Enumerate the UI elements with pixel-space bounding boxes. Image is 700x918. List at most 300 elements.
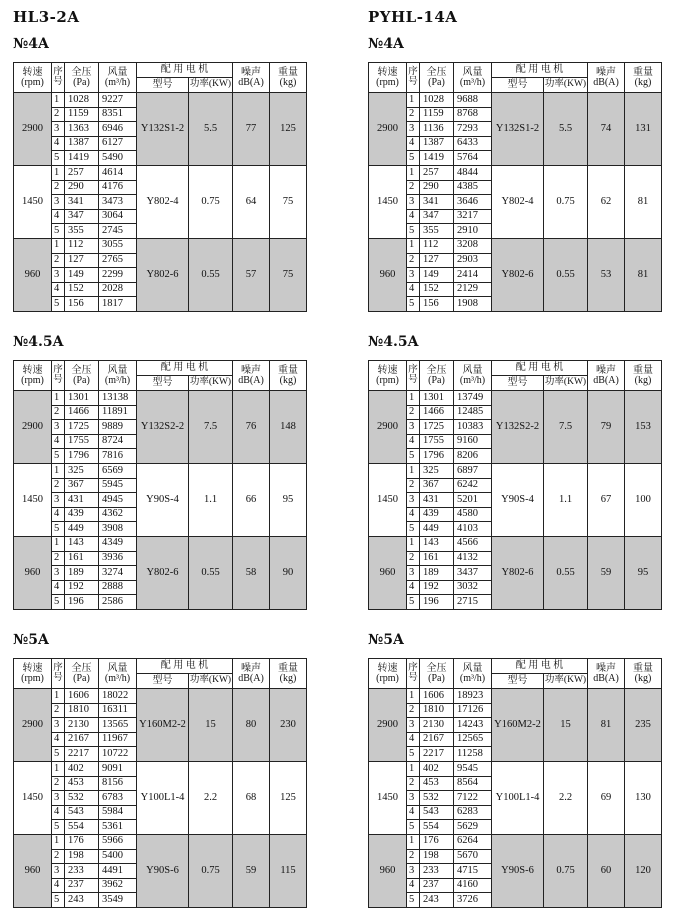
seq-cell: 4 <box>52 434 65 449</box>
header-seq: 序号 <box>407 63 420 93</box>
seq-cell: 1 <box>407 165 420 180</box>
flow-cell: 2903 <box>454 253 492 268</box>
table-row <box>369 391 662 406</box>
flow-cell: 11258 <box>454 747 492 762</box>
weight-cell: 115 <box>270 834 307 907</box>
pressure-cell: 1301 <box>420 391 454 406</box>
noise-cell: 69 <box>588 761 625 834</box>
header-weight-label: 重量 <box>278 364 298 376</box>
pressure-cell: 1755 <box>420 434 454 449</box>
flow-cell: 5490 <box>99 151 137 166</box>
header-noise <box>588 63 625 93</box>
motor-cell: Y802-6 <box>137 536 189 609</box>
pressure-cell: 453 <box>65 776 99 791</box>
header-power: 功率(KW) <box>544 78 588 93</box>
weight-cell: 230 <box>270 689 307 762</box>
weight-cell: 75 <box>270 165 307 238</box>
seq-cell: 1 <box>407 689 420 704</box>
seq-cell: 3 <box>407 791 420 806</box>
seq-cell: 4 <box>407 209 420 224</box>
header-speed-label: 转速 <box>377 364 398 376</box>
seq-cell: 5 <box>407 297 420 312</box>
flow-cell: 9091 <box>99 761 137 776</box>
power-cell: 0.75 <box>189 834 233 907</box>
seq-cell: 2 <box>407 849 420 864</box>
flow-cell: 1908 <box>454 297 492 312</box>
header-flow <box>99 63 137 93</box>
header-model: 型号 <box>492 78 544 93</box>
header-noise-label: 噪声 <box>241 662 261 674</box>
pressure-cell: 532 <box>65 791 99 806</box>
header-motor: 配 用 电 机 <box>137 63 233 78</box>
pressure-cell: 189 <box>420 566 454 581</box>
model-title-hl3-2a: HL3-2A <box>13 8 80 26</box>
speed-cell: 1450 <box>14 761 52 834</box>
pressure-cell: 192 <box>65 580 99 595</box>
power-cell: 0.75 <box>544 834 588 907</box>
pressure-cell: 453 <box>420 776 454 791</box>
seq-cell: 2 <box>407 107 420 122</box>
seq-cell: 4 <box>52 507 65 522</box>
seq-cell: 5 <box>407 151 420 166</box>
flow-cell: 3726 <box>454 893 492 908</box>
speed-cell: 960 <box>14 238 52 311</box>
header-flow-label: 风量 <box>462 66 483 78</box>
seq-cell: 3 <box>52 122 65 137</box>
flow-cell: 9545 <box>454 761 492 776</box>
table-row <box>369 463 662 478</box>
speed-cell: 2900 <box>369 93 407 166</box>
pressure-cell: 341 <box>420 195 454 210</box>
power-cell: 15 <box>544 689 588 762</box>
pressure-cell: 161 <box>420 551 454 566</box>
flow-cell: 4160 <box>454 878 492 893</box>
speed-cell: 1450 <box>14 165 52 238</box>
flow-cell: 4491 <box>99 864 137 879</box>
seq-cell: 2 <box>407 405 420 420</box>
header-speed-label: 转速 <box>22 66 43 78</box>
speed-cell: 2900 <box>14 93 52 166</box>
flow-cell: 3217 <box>454 209 492 224</box>
pressure-cell: 367 <box>65 478 99 493</box>
header-noise <box>588 659 625 689</box>
seq-cell: 2 <box>52 253 65 268</box>
seq-cell: 3 <box>52 864 65 879</box>
noise-cell: 79 <box>588 391 625 464</box>
header-weight-unit: (kg) <box>634 76 652 88</box>
pressure-cell: 149 <box>420 268 454 283</box>
flow-cell: 2129 <box>454 282 492 297</box>
weight-cell: 95 <box>625 536 662 609</box>
fan-spec-table <box>368 658 662 908</box>
seq-cell: 4 <box>407 434 420 449</box>
fan-spec-table <box>13 360 307 610</box>
pressure-cell: 402 <box>420 761 454 776</box>
pressure-cell: 367 <box>420 478 454 493</box>
header-noise-unit: dB(A) <box>593 672 619 684</box>
header-speed-unit: (rpm) <box>376 76 399 88</box>
flow-cell: 9160 <box>454 434 492 449</box>
seq-cell: 1 <box>52 391 65 406</box>
flow-cell: 3646 <box>454 195 492 210</box>
seq-cell: 1 <box>407 834 420 849</box>
flow-cell: 3208 <box>454 238 492 253</box>
size-title: №4.5A <box>368 334 419 350</box>
pressure-cell: 1028 <box>420 93 454 108</box>
header-weight-label: 重量 <box>278 66 298 78</box>
weight-cell: 125 <box>270 93 307 166</box>
header-noise-label: 噪声 <box>241 364 261 376</box>
flow-cell: 4103 <box>454 522 492 537</box>
flow-cell: 2888 <box>99 580 137 595</box>
header-noise-label: 噪声 <box>241 66 261 78</box>
header-motor: 配 用 电 机 <box>492 361 588 376</box>
pressure-cell: 196 <box>65 595 99 610</box>
header-speed-label: 转速 <box>22 662 43 674</box>
noise-cell: 62 <box>588 165 625 238</box>
pressure-cell: 176 <box>65 834 99 849</box>
flow-cell: 3055 <box>99 238 137 253</box>
weight-cell: 153 <box>625 391 662 464</box>
flow-cell: 4566 <box>454 536 492 551</box>
header-flow-label: 风量 <box>462 662 483 674</box>
pressure-cell: 2130 <box>420 718 454 733</box>
seq-cell: 4 <box>52 732 65 747</box>
flow-cell: 4176 <box>99 180 137 195</box>
header-weight <box>270 361 307 391</box>
seq-cell: 5 <box>52 820 65 835</box>
pressure-cell: 257 <box>420 165 454 180</box>
header-speed <box>14 63 52 93</box>
flow-cell: 16311 <box>99 703 137 718</box>
speed-cell: 960 <box>369 834 407 907</box>
header-pressure-unit: (Pa) <box>73 76 90 88</box>
pressure-cell: 1136 <box>420 122 454 137</box>
table-row <box>14 93 307 108</box>
seq-cell: 1 <box>407 93 420 108</box>
flow-cell: 3962 <box>99 878 137 893</box>
table-row <box>369 761 662 776</box>
header-weight-unit: (kg) <box>634 672 652 684</box>
pressure-cell: 341 <box>65 195 99 210</box>
weight-cell: 235 <box>625 689 662 762</box>
power-cell: 1.1 <box>189 463 233 536</box>
flow-cell: 9688 <box>454 93 492 108</box>
pressure-cell: 1466 <box>65 405 99 420</box>
motor-cell: Y802-6 <box>492 238 544 311</box>
flow-cell: 7293 <box>454 122 492 137</box>
seq-cell: 3 <box>407 864 420 879</box>
header-speed-label: 转速 <box>22 364 43 376</box>
power-cell: 15 <box>189 689 233 762</box>
seq-cell: 4 <box>52 878 65 893</box>
header-pressure-label: 全压 <box>426 66 447 78</box>
pressure-cell: 2167 <box>420 732 454 747</box>
flow-cell: 3908 <box>99 522 137 537</box>
pressure-cell: 325 <box>420 463 454 478</box>
pressure-cell: 237 <box>65 878 99 893</box>
pressure-cell: 143 <box>420 536 454 551</box>
flow-cell: 6264 <box>454 834 492 849</box>
seq-cell: 5 <box>407 820 420 835</box>
pressure-cell: 198 <box>420 849 454 864</box>
flow-cell: 18923 <box>454 689 492 704</box>
flow-cell: 3032 <box>454 580 492 595</box>
header-weight-label: 重量 <box>633 364 653 376</box>
flow-cell: 9889 <box>99 420 137 435</box>
header-flow-label: 风量 <box>107 364 128 376</box>
flow-cell: 8768 <box>454 107 492 122</box>
pressure-cell: 1363 <box>65 122 99 137</box>
flow-cell: 5945 <box>99 478 137 493</box>
speed-cell: 960 <box>369 238 407 311</box>
header-speed <box>369 361 407 391</box>
table-row <box>369 536 662 551</box>
seq-cell: 1 <box>52 834 65 849</box>
header-pressure <box>65 361 99 391</box>
header-motor: 配 用 电 机 <box>137 361 233 376</box>
header-speed-unit: (rpm) <box>376 374 399 386</box>
flow-cell: 4580 <box>454 507 492 522</box>
seq-cell: 1 <box>52 536 65 551</box>
header-speed-label: 转速 <box>377 66 398 78</box>
header-weight <box>625 63 662 93</box>
pressure-cell: 439 <box>420 507 454 522</box>
flow-cell: 9227 <box>99 93 137 108</box>
pressure-cell: 176 <box>420 834 454 849</box>
speed-cell: 2900 <box>14 391 52 464</box>
header-flow-label: 风量 <box>107 66 128 78</box>
power-cell: 7.5 <box>544 391 588 464</box>
flow-cell: 2745 <box>99 224 137 239</box>
flow-cell: 4385 <box>454 180 492 195</box>
flow-cell: 6783 <box>99 791 137 806</box>
weight-cell: 100 <box>625 463 662 536</box>
seq-cell: 3 <box>52 566 65 581</box>
pressure-cell: 143 <box>65 536 99 551</box>
seq-cell: 5 <box>52 224 65 239</box>
speed-cell: 2900 <box>369 391 407 464</box>
header-flow <box>454 659 492 689</box>
seq-cell: 2 <box>52 849 65 864</box>
flow-cell: 8206 <box>454 449 492 464</box>
size-title: №5A <box>13 632 49 648</box>
fan-spec-table <box>368 62 662 312</box>
flow-cell: 5984 <box>99 805 137 820</box>
flow-cell: 6127 <box>99 136 137 151</box>
seq-cell: 2 <box>407 478 420 493</box>
pressure-cell: 290 <box>65 180 99 195</box>
flow-cell: 5629 <box>454 820 492 835</box>
pressure-cell: 243 <box>65 893 99 908</box>
pressure-cell: 347 <box>420 209 454 224</box>
pressure-cell: 1419 <box>65 151 99 166</box>
noise-cell: 60 <box>588 834 625 907</box>
header-model: 型号 <box>137 78 189 93</box>
size-title: №4A <box>13 36 49 52</box>
motor-cell: Y802-4 <box>492 165 544 238</box>
seq-cell: 2 <box>407 180 420 195</box>
flow-cell: 5966 <box>99 834 137 849</box>
seq-cell: 3 <box>52 195 65 210</box>
seq-cell: 1 <box>52 463 65 478</box>
size-title: №5A <box>368 632 404 648</box>
pressure-cell: 1159 <box>420 107 454 122</box>
motor-cell: Y160M2-2 <box>137 689 189 762</box>
motor-cell: Y100L1-4 <box>492 761 544 834</box>
seq-cell: 2 <box>52 107 65 122</box>
flow-cell: 6946 <box>99 122 137 137</box>
speed-cell: 1450 <box>369 463 407 536</box>
header-pressure-unit: (Pa) <box>73 374 90 386</box>
pressure-cell: 196 <box>420 595 454 610</box>
pressure-cell: 237 <box>420 878 454 893</box>
header-power: 功率(KW) <box>189 674 233 689</box>
noise-cell: 80 <box>233 689 270 762</box>
flow-cell: 12565 <box>454 732 492 747</box>
power-cell: 0.55 <box>544 536 588 609</box>
header-speed-unit: (rpm) <box>21 672 44 684</box>
power-cell: 0.55 <box>189 536 233 609</box>
pressure-cell: 192 <box>420 580 454 595</box>
header-power: 功率(KW) <box>189 78 233 93</box>
seq-cell: 4 <box>407 507 420 522</box>
flow-cell: 10383 <box>454 420 492 435</box>
pressure-cell: 233 <box>65 864 99 879</box>
pressure-cell: 1796 <box>420 449 454 464</box>
motor-cell: Y160M2-2 <box>492 689 544 762</box>
flow-cell: 3437 <box>454 566 492 581</box>
seq-cell: 5 <box>52 151 65 166</box>
header-flow-unit: (m³/h) <box>104 76 131 88</box>
header-motor: 配 用 电 机 <box>492 63 588 78</box>
seq-cell: 2 <box>52 405 65 420</box>
noise-cell: 77 <box>233 93 270 166</box>
seq-cell: 5 <box>52 893 65 908</box>
pressure-cell: 449 <box>65 522 99 537</box>
header-model: 型号 <box>137 674 189 689</box>
weight-cell: 81 <box>625 238 662 311</box>
seq-cell: 4 <box>407 805 420 820</box>
speed-cell: 1450 <box>369 165 407 238</box>
seq-cell: 2 <box>52 776 65 791</box>
header-noise-label: 噪声 <box>596 66 616 78</box>
noise-cell: 66 <box>233 463 270 536</box>
seq-cell: 2 <box>52 180 65 195</box>
header-power: 功率(KW) <box>544 376 588 391</box>
header-pressure <box>420 361 454 391</box>
table-row <box>14 761 307 776</box>
motor-cell: Y90S-4 <box>492 463 544 536</box>
seq-cell: 3 <box>407 718 420 733</box>
flow-cell: 6242 <box>454 478 492 493</box>
header-speed <box>369 63 407 93</box>
table-row <box>369 238 662 253</box>
header-motor: 配 用 电 机 <box>137 659 233 674</box>
header-weight <box>625 361 662 391</box>
seq-cell: 1 <box>52 165 65 180</box>
seq-cell: 3 <box>52 493 65 508</box>
pressure-cell: 355 <box>65 224 99 239</box>
seq-cell: 3 <box>52 268 65 283</box>
header-noise <box>588 361 625 391</box>
seq-cell: 4 <box>52 805 65 820</box>
flow-cell: 10722 <box>99 747 137 762</box>
flow-cell: 7122 <box>454 791 492 806</box>
flow-cell: 2586 <box>99 595 137 610</box>
pressure-cell: 532 <box>420 791 454 806</box>
pressure-cell: 1159 <box>65 107 99 122</box>
seq-cell: 3 <box>407 195 420 210</box>
pressure-cell: 2217 <box>65 747 99 762</box>
pressure-cell: 1606 <box>420 689 454 704</box>
header-pressure-unit: (Pa) <box>428 374 445 386</box>
pressure-cell: 189 <box>65 566 99 581</box>
header-noise-unit: dB(A) <box>238 76 264 88</box>
seq-cell: 5 <box>407 893 420 908</box>
motor-cell: Y132S1-2 <box>137 93 189 166</box>
header-flow <box>99 659 137 689</box>
header-weight <box>270 659 307 689</box>
flow-cell: 6433 <box>454 136 492 151</box>
flow-cell: 5361 <box>99 820 137 835</box>
noise-cell: 81 <box>588 689 625 762</box>
header-speed-unit: (rpm) <box>21 374 44 386</box>
pressure-cell: 112 <box>65 238 99 253</box>
header-flow <box>454 63 492 93</box>
header-flow <box>99 361 137 391</box>
flow-cell: 8724 <box>99 434 137 449</box>
flow-cell: 4614 <box>99 165 137 180</box>
weight-cell: 131 <box>625 93 662 166</box>
header-model: 型号 <box>492 674 544 689</box>
motor-cell: Y802-4 <box>137 165 189 238</box>
seq-cell: 3 <box>52 718 65 733</box>
table-row <box>369 689 662 704</box>
flow-cell: 5764 <box>454 151 492 166</box>
header-flow-unit: (m³/h) <box>104 672 131 684</box>
pressure-cell: 449 <box>420 522 454 537</box>
pressure-cell: 161 <box>65 551 99 566</box>
pressure-cell: 1387 <box>420 136 454 151</box>
header-flow-unit: (m³/h) <box>459 672 486 684</box>
speed-cell: 960 <box>369 536 407 609</box>
seq-cell: 5 <box>52 297 65 312</box>
speed-cell: 2900 <box>369 689 407 762</box>
pressure-cell: 257 <box>65 165 99 180</box>
flow-cell: 2910 <box>454 224 492 239</box>
flow-cell: 8351 <box>99 107 137 122</box>
power-cell: 2.2 <box>189 761 233 834</box>
flow-cell: 13565 <box>99 718 137 733</box>
flow-cell: 5670 <box>454 849 492 864</box>
seq-cell: 5 <box>407 224 420 239</box>
pressure-cell: 355 <box>420 224 454 239</box>
power-cell: 0.55 <box>544 238 588 311</box>
flow-cell: 4945 <box>99 493 137 508</box>
header-pressure-unit: (Pa) <box>428 76 445 88</box>
motor-cell: Y90S-6 <box>492 834 544 907</box>
flow-cell: 17126 <box>454 703 492 718</box>
flow-cell: 3936 <box>99 551 137 566</box>
header-pressure-unit: (Pa) <box>73 672 90 684</box>
header-noise-unit: dB(A) <box>238 374 264 386</box>
pressure-cell: 1301 <box>65 391 99 406</box>
seq-cell: 2 <box>407 776 420 791</box>
seq-cell: 1 <box>52 761 65 776</box>
noise-cell: 64 <box>233 165 270 238</box>
header-pressure-unit: (Pa) <box>428 672 445 684</box>
